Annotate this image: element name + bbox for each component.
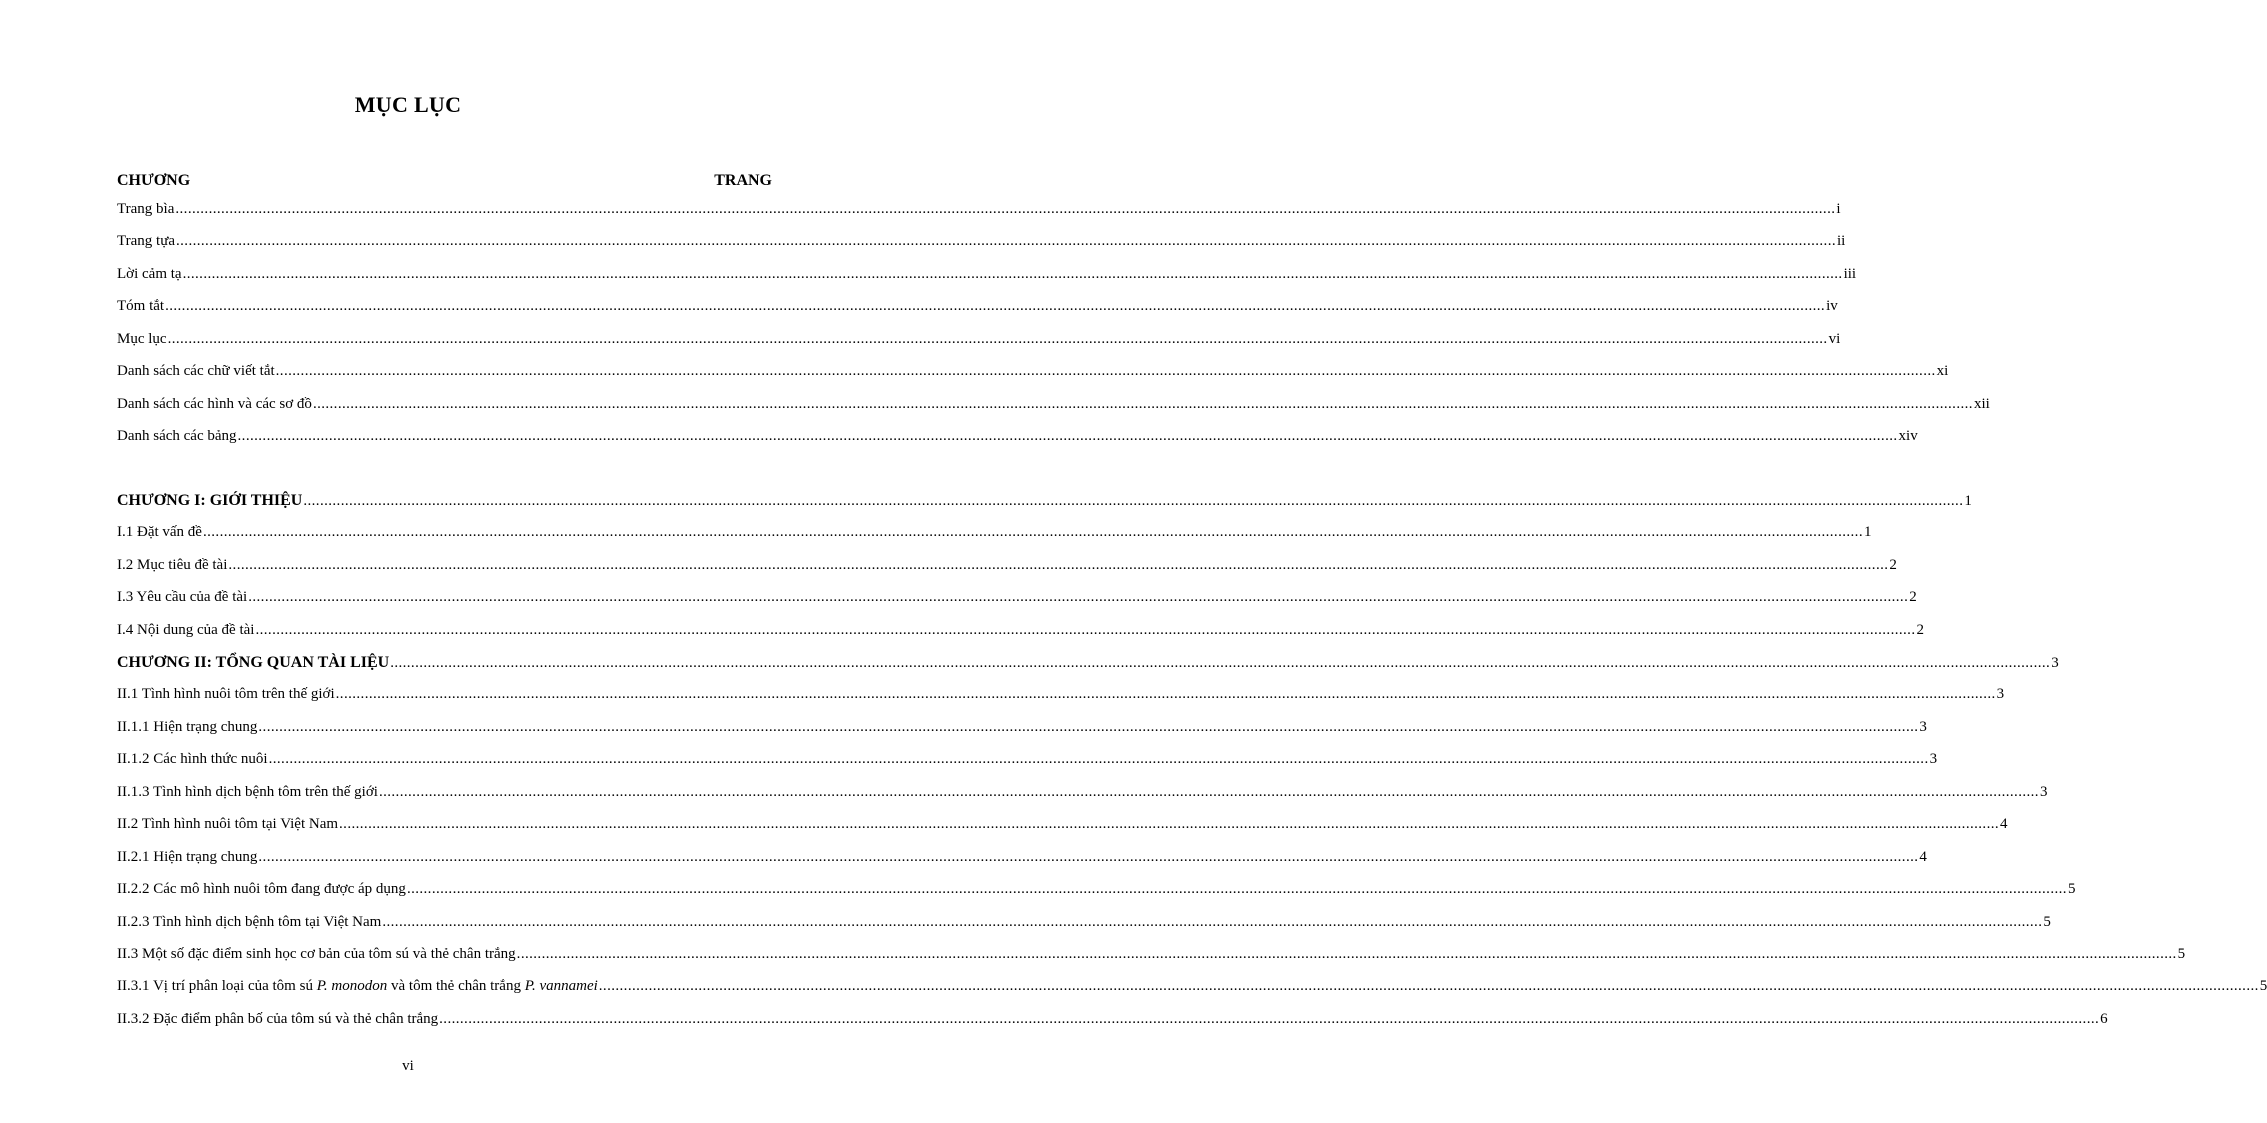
dot-leader: ................................................................................................................................................................................................................................................................................................................................................................................................................	[228, 557, 1889, 573]
toc-page-number: 6	[2100, 1011, 2108, 1027]
toc-entry	[117, 298, 1838, 320]
toc-entry	[117, 719, 1927, 741]
toc-entry-title: Trang tựa	[117, 233, 175, 249]
toc-entry-title: I.4 Nội dung của đề tài	[117, 622, 255, 638]
toc-entry-title	[117, 978, 598, 995]
toc-entry	[117, 686, 2005, 708]
toc-entry	[117, 363, 1949, 385]
toc-page-number: 2	[1916, 622, 1924, 638]
dot-leader: ................................................................................................................................................................................................................................................................................................................................................................................................................	[175, 201, 1836, 217]
toc-page-number: iii	[1843, 266, 1857, 282]
toc-entry	[117, 816, 2008, 838]
toc-entry	[117, 428, 1918, 450]
toc-entry-title: II.3 Một số đặc điểm sinh học cơ bản của tôm sú và thẻ chân trắng	[117, 946, 516, 962]
toc-page-number: i	[1836, 201, 1841, 217]
toc-entry	[117, 233, 1846, 255]
toc-entry	[117, 751, 1938, 773]
toc-entry-title: II.1.2 Các hình thức nuôi	[117, 751, 268, 767]
dot-leader: ................................................................................................................................................................................................................................................................................................................................................................................................................	[268, 751, 1929, 767]
dot-leader: ................................................................................................................................................................................................................................................................................................................................................................................................................	[312, 396, 1973, 412]
toc-page-number: xi	[1936, 363, 1949, 379]
toc-entry	[117, 1011, 2108, 1033]
toc-entry	[117, 978, 2267, 1000]
toc-entry-title: Mục lục	[117, 331, 167, 347]
toc-entry	[117, 784, 2048, 806]
toc-page-number: 5	[2177, 946, 2186, 962]
dot-leader: ................................................................................................................................................................................................................................................................................................................................................................................................................	[165, 298, 1826, 314]
dot-leader: ................................................................................................................................................................................................................................................................................................................................................................................................................	[237, 428, 1898, 444]
toc-page-number: 2	[1889, 557, 1897, 573]
toc-page-number: 1	[1964, 493, 1972, 509]
toc-page-number: 5	[2043, 914, 2051, 930]
toc-entry-text: II.3.1 Vị trí phân loại của tôm sú	[117, 978, 317, 994]
toc-entry	[117, 946, 2186, 968]
toc-entry	[117, 622, 1924, 644]
page-column-label: TRANG	[714, 172, 772, 189]
toc-entry	[117, 396, 1990, 418]
dot-leader: ................................................................................................................................................................................................................................................................................................................................................................................................................	[378, 784, 2039, 800]
dot-leader: ................................................................................................................................................................................................................................................................................................................................................................................................................	[255, 622, 1916, 638]
toc-entry-title: Danh sách các hình và các sơ đồ	[117, 396, 312, 412]
toc-entry-title: II.1.1 Hiện trạng chung	[117, 719, 258, 735]
toc-page-number: 2	[1909, 589, 1917, 605]
toc-page-number: 4	[1919, 849, 1927, 865]
page-number: vi	[402, 1058, 414, 1074]
toc-entry-title: II.2.1 Hiện trạng chung	[117, 849, 258, 865]
toc-page-number: xiv	[1898, 428, 1918, 444]
toc-entry-title: Tóm tắt	[117, 298, 165, 314]
toc-chapter-entry	[117, 654, 2059, 676]
toc-page-number: iv	[1826, 298, 1838, 314]
dot-leader: ................................................................................................................................................................................................................................................................................................................................................................................................................	[248, 589, 1909, 605]
toc-page-number: 5	[2067, 881, 2076, 897]
toc-entry-title: Lời cảm tạ	[117, 266, 182, 282]
toc-entry-title: CHƯƠNG II: TỔNG QUAN TÀI LIỆU	[117, 654, 390, 671]
dot-leader: ................................................................................................................................................................................................................................................................................................................................................................................................................	[258, 849, 1919, 865]
toc-page-number: ii	[1837, 233, 1846, 249]
toc-page-number: 3	[1996, 686, 2005, 702]
toc-page-number: 3	[1919, 719, 1927, 735]
toc-entry-title: II.2 Tình hình nuôi tôm tại Việt Nam	[117, 816, 339, 832]
dot-leader: ................................................................................................................................................................................................................................................................................................................................................................................................................	[335, 686, 1996, 702]
toc-page-number: vi	[1828, 331, 1841, 347]
toc-entry-title: Trang bìa	[117, 201, 175, 217]
toc-entry	[117, 331, 1841, 353]
toc-page-number: 3	[2039, 784, 2048, 800]
toc-chapter-entry	[117, 492, 1972, 514]
dot-leader: ................................................................................................................................................................................................................................................................................................................................................................................................................	[202, 524, 1863, 540]
dot-leader: ................................................................................................................................................................................................................................................................................................................................................................................................................	[406, 881, 2067, 897]
species-name: P. monodon	[316, 978, 388, 994]
species-name: P. vannamei	[524, 978, 598, 994]
toc-entry	[117, 849, 1927, 871]
dot-leader: ................................................................................................................................................................................................................................................................................................................................................................................................................	[439, 1011, 2100, 1027]
toc-entry-title: Danh sách các bảng	[117, 428, 237, 444]
toc-entry-title: I.3 Yêu cầu của đề tài	[117, 589, 248, 605]
dot-leader: ................................................................................................................................................................................................................................................................................................................................................................................................................	[167, 331, 1828, 347]
dot-leader: ................................................................................................................................................................................................................................................................................................................................................................................................................	[390, 655, 2051, 671]
toc-page-number: 3	[1929, 751, 1938, 767]
toc-entry-title: Danh sách các chữ viết tắt	[117, 363, 275, 379]
toc-entry-title: II.1 Tình hình nuôi tôm trên thế giới	[117, 686, 335, 702]
dot-leader: ................................................................................................................................................................................................................................................................................................................................................................................................................	[176, 233, 1836, 249]
dot-leader: ................................................................................................................................................................................................................................................................................................................................................................................................................	[516, 946, 2177, 962]
toc-entry-title: CHƯƠNG I: GIỚI THIỆU	[117, 492, 303, 509]
toc-entry	[117, 914, 2051, 936]
toc-page-number: 4	[2000, 816, 2008, 832]
dot-leader: ................................................................................................................................................................................................................................................................................................................................................................................................................	[258, 719, 1919, 735]
toc-entry-title: II.2.2 Các mô hình nuôi tôm đang được áp dụng	[117, 881, 406, 897]
toc-entry-title: I.1 Đặt vấn đề	[117, 524, 202, 540]
toc-page-number: 5	[2259, 978, 2267, 994]
toc-page-number: 1	[1863, 524, 1872, 540]
dot-leader: ................................................................................................................................................................................................................................................................................................................................................................................................................	[382, 914, 2043, 930]
toc-entry-title: II.2.3 Tình hình dịch bệnh tôm tại Việt Nam	[117, 914, 382, 930]
toc-entry-title: I.2 Mục tiêu đề tài	[117, 557, 228, 573]
toc-entry-title: II.1.3 Tình hình dịch bệnh tôm trên thế giới	[117, 784, 378, 800]
toc-entry	[117, 524, 1872, 546]
toc-entry-title: II.3.2 Đặc điểm phân bố của tôm sú và thẻ chân trắng	[117, 1011, 439, 1027]
toc-entry	[117, 266, 1857, 288]
toc-entry	[117, 557, 1897, 579]
dot-leader: ................................................................................................................................................................................................................................................................................................................................................................................................................	[275, 363, 1936, 379]
page-title: MỤC LỤC	[354, 92, 462, 117]
dot-leader: ................................................................................................................................................................................................................................................................................................................................................................................................................	[339, 816, 2000, 832]
dot-leader: ................................................................................................................................................................................................................................................................................................................................................................................................................	[303, 493, 1964, 509]
toc-entry	[117, 881, 2076, 903]
toc-entry-text: và tôm thẻ chân trắng	[387, 978, 525, 994]
toc-entry	[117, 201, 1841, 223]
toc-entry	[117, 589, 1917, 611]
chapter-column-label: CHƯƠNG	[117, 172, 191, 189]
dot-leader: ................................................................................................................................................................................................................................................................................................................................................................................................................	[598, 978, 2259, 994]
toc-page-number: 3	[2051, 655, 2059, 671]
dot-leader: ................................................................................................................................................................................................................................................................................................................................................................................................................	[182, 266, 1843, 282]
toc-header	[117, 172, 772, 192]
toc-page-number: xii	[1973, 396, 1990, 412]
